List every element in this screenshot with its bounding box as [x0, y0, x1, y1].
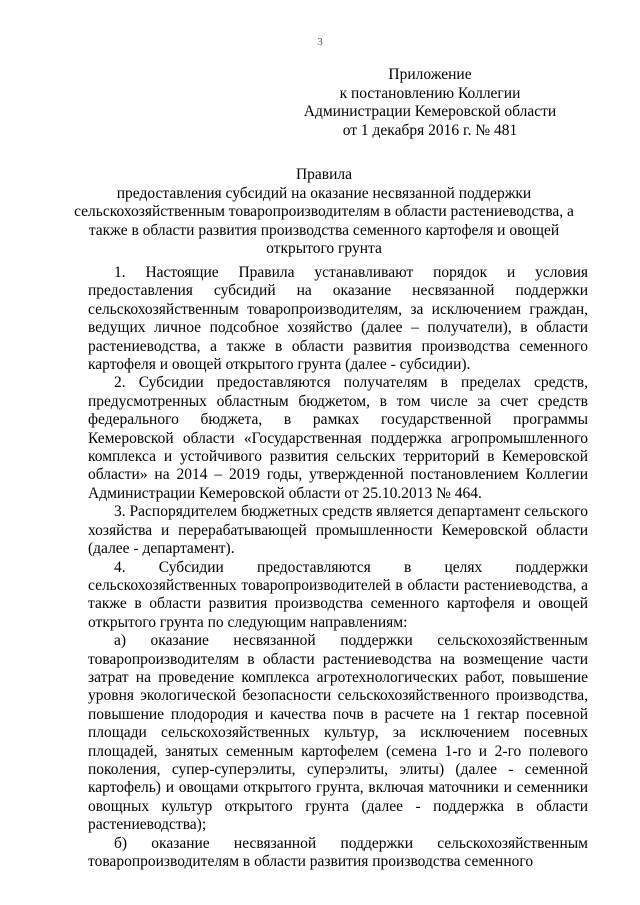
appendix-line-2: к постановлению Коллегии	[339, 84, 521, 102]
paragraph-1: 1. Настоящие Правила устанавливают порядок и условия предоставления субсидий на оказание несвязанной поддержки сельскохозяйственным товаропроизводителям, за исключением граждан, ведущих личное подсобное хозяйство (далее – получатели), в области растениеводства, а также в области развития производства семенного картофеля и овощей открытого грунта (далее - субсидии).	[88, 264, 588, 374]
appendix-line-3: Администрации Кемеровской области	[303, 103, 557, 120]
paragraph-2: 2. Субсидии предоставляются получателям в пределах средств, предусмотренных областным бюджетом, в том числе за счет средств федерального бюджета, в рамках государственной программы Кемеровской области «Государственная поддержка агропромышленного комплекса и устойчивого развития сельских территорий в Кемеровской области» на 2014 – 2019 годы, утвержденной постановлением Коллегии Администрации Кемеровской области от 25.10.2013 № 464.	[88, 374, 588, 502]
document-body	[88, 264, 588, 871]
page-number: 3	[317, 36, 323, 48]
appendix-line-4: от 1 декабря 2016 г. № 481	[342, 121, 518, 139]
title-subtitle: предоставления субсидий на оказание несвязанной поддержки сельскохозяйственным товаропроизводителям в области растениеводства, а также в области развития производства семенного картофеля и овощей открытого грунта	[74, 184, 574, 257]
paragraph-4a: а) оказание несвязанной поддержки сельскохозяйственным товаропроизводителям в области растениеводства на возмещение части затрат на проведение комплекса агротехнологических работ, повышение уровня экологической безопасности сельскохозяйственного производства, повышение плодородия и качества почв в расчете на 1 гектар посевной площади сельскохозяйственных культур, за исключением посевных площадей, занятых семенным картофелем (семена 1-го и 2-го полевого поколения, супер-суперэлиты, суперэлиты, элиты) (далее - семенной картофель) и овощами открытого грунта, включая маточники и семенники овощных культур открытого грунта (далее - поддержка в области растениеводства);	[88, 632, 588, 834]
appendix-line-1: Приложение	[388, 66, 472, 83]
paragraph-4b: б) оказание несвязанной поддержки сельскохозяйственным товаропроизводителям в области развития производства семенного	[88, 834, 588, 870]
appendix-header	[260, 66, 600, 140]
document-title	[60, 166, 588, 259]
title-heading: Правила	[295, 166, 353, 183]
paragraph-3: 3. Распорядителем бюджетных средств является департамент сельского хозяйства и перерабатывающей промышленности Кемеровской области (далее - департамент).	[88, 503, 588, 558]
paragraph-4: 4. Субсидии предоставляются в целях поддержки сельскохозяйственных товаропроизводителей в области растениеводства, а также в области развития производства семенного картофеля и овощей открытого грунта по следующим направлениям:	[88, 558, 588, 631]
